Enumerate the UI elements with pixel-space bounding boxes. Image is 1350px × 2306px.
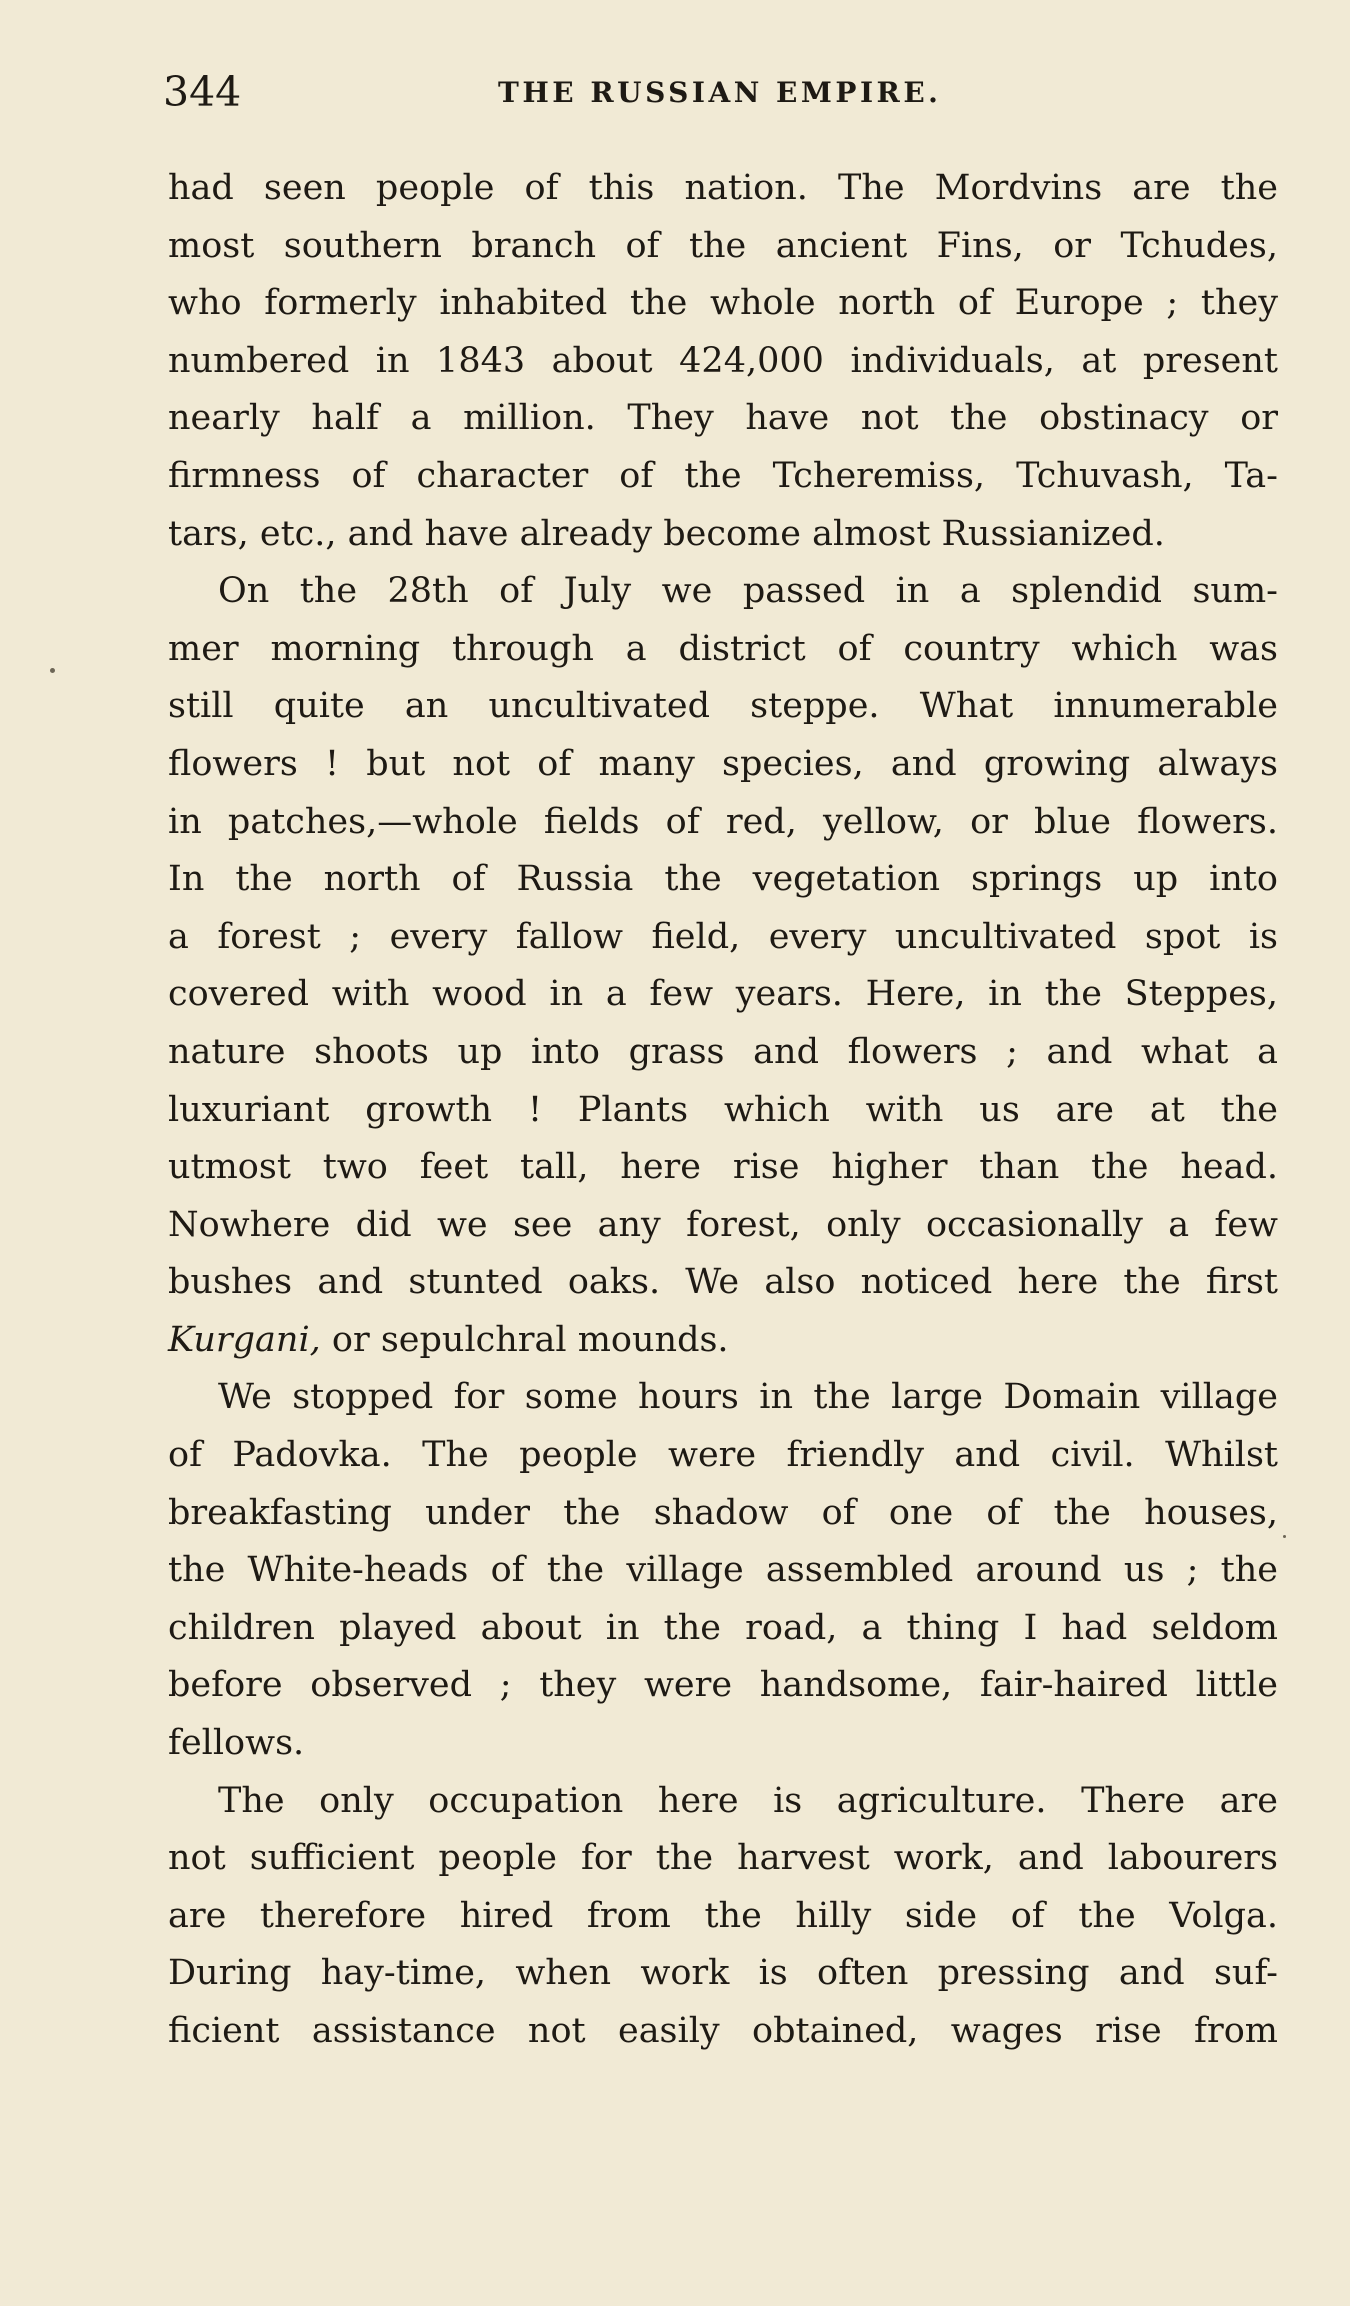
text-line: are therefore hired from the hilly side of the Volga.: [168, 1895, 1278, 1936]
text-line: who formerly inhabited the whole north of Europe ; they: [168, 283, 1278, 324]
text-line: not sufficient people for the harvest work, and labourers: [168, 1838, 1278, 1879]
text-line: nature shoots up into grass and flowers ; and what a: [168, 1031, 1278, 1072]
text-line: most southern branch of the ancient Fins, or Tchudes,: [168, 225, 1278, 266]
paper-speck: [50, 668, 55, 673]
text-line: luxuriant growth ! Plants which with us are at the: [168, 1089, 1278, 1130]
text-line: The only occupation here is agriculture. There are: [218, 1780, 1278, 1821]
text-line: nearly half a million. They have not the obstinacy or: [168, 398, 1278, 439]
body-text: [168, 160, 1278, 2061]
running-head: [163, 62, 1278, 122]
text-line: fellows.: [168, 1723, 305, 1764]
text-line: During hay-time, when work is often pressing and suf-: [168, 1953, 1278, 1994]
text-line: breakfasting under the shadow of one of the houses,: [168, 1492, 1278, 1533]
text-line: still quite an uncultivated steppe. What innumerable: [168, 686, 1278, 727]
text-line: numbered in 1843 about 424,000 individuals, at present: [168, 340, 1278, 381]
text-line: before observed ; they were handsome, fair-haired little: [168, 1665, 1278, 1706]
text-fragment: or sepulchral mounds.: [320, 1319, 729, 1360]
text-line: utmost two feet tall, here rise higher than the head.: [168, 1147, 1278, 1188]
text-line: bushes and stunted oaks. We also noticed here the first: [168, 1262, 1278, 1303]
text-line: In the north of Russia the vegetation springs up into: [168, 859, 1278, 900]
text-line: tars, etc., and have already become almost Russianized.: [168, 513, 1165, 554]
italic-term: Kurgani,: [168, 1319, 321, 1360]
text-line: Nowhere did we see any forest, only occasionally a few: [168, 1204, 1278, 1245]
paper-speck: [1283, 1535, 1286, 1538]
text-line: flowers ! but not of many species, and growing always: [168, 743, 1278, 784]
text-line: children played about in the road, a thing I had seldom: [168, 1607, 1278, 1648]
text-line: On the 28th of July we passed in a splendid sum-: [218, 571, 1278, 612]
text-line: had seen people of this nation. The Mordvins are the: [168, 168, 1278, 208]
text-line: in patches,—whole fields of red, yellow, or blue flowers.: [168, 801, 1278, 842]
text-line: of Padovka. The people were friendly and civil. Whilst: [168, 1435, 1278, 1476]
running-title: THE RUSSIAN EMPIRE.: [498, 76, 942, 109]
text-line: the White-heads of the village assembled around us ; the: [168, 1550, 1278, 1591]
text-line: We stopped for some hours in the large Domain village: [218, 1377, 1278, 1418]
page-number: 344: [163, 68, 242, 116]
text-line: mer morning through a district of country which was: [168, 628, 1278, 669]
text-line: a forest ; every fallow field, every uncultivated spot is: [168, 916, 1278, 957]
text-line: covered with wood in a few years. Here, in the Steppes,: [168, 974, 1278, 1015]
text-line: [168, 1312, 1278, 1370]
text-line: ficient assistance not easily obtained, wages rise from: [168, 2011, 1278, 2051]
text-line: firmness of character of the Tcheremiss, Tchuvash, Ta-: [168, 455, 1278, 496]
